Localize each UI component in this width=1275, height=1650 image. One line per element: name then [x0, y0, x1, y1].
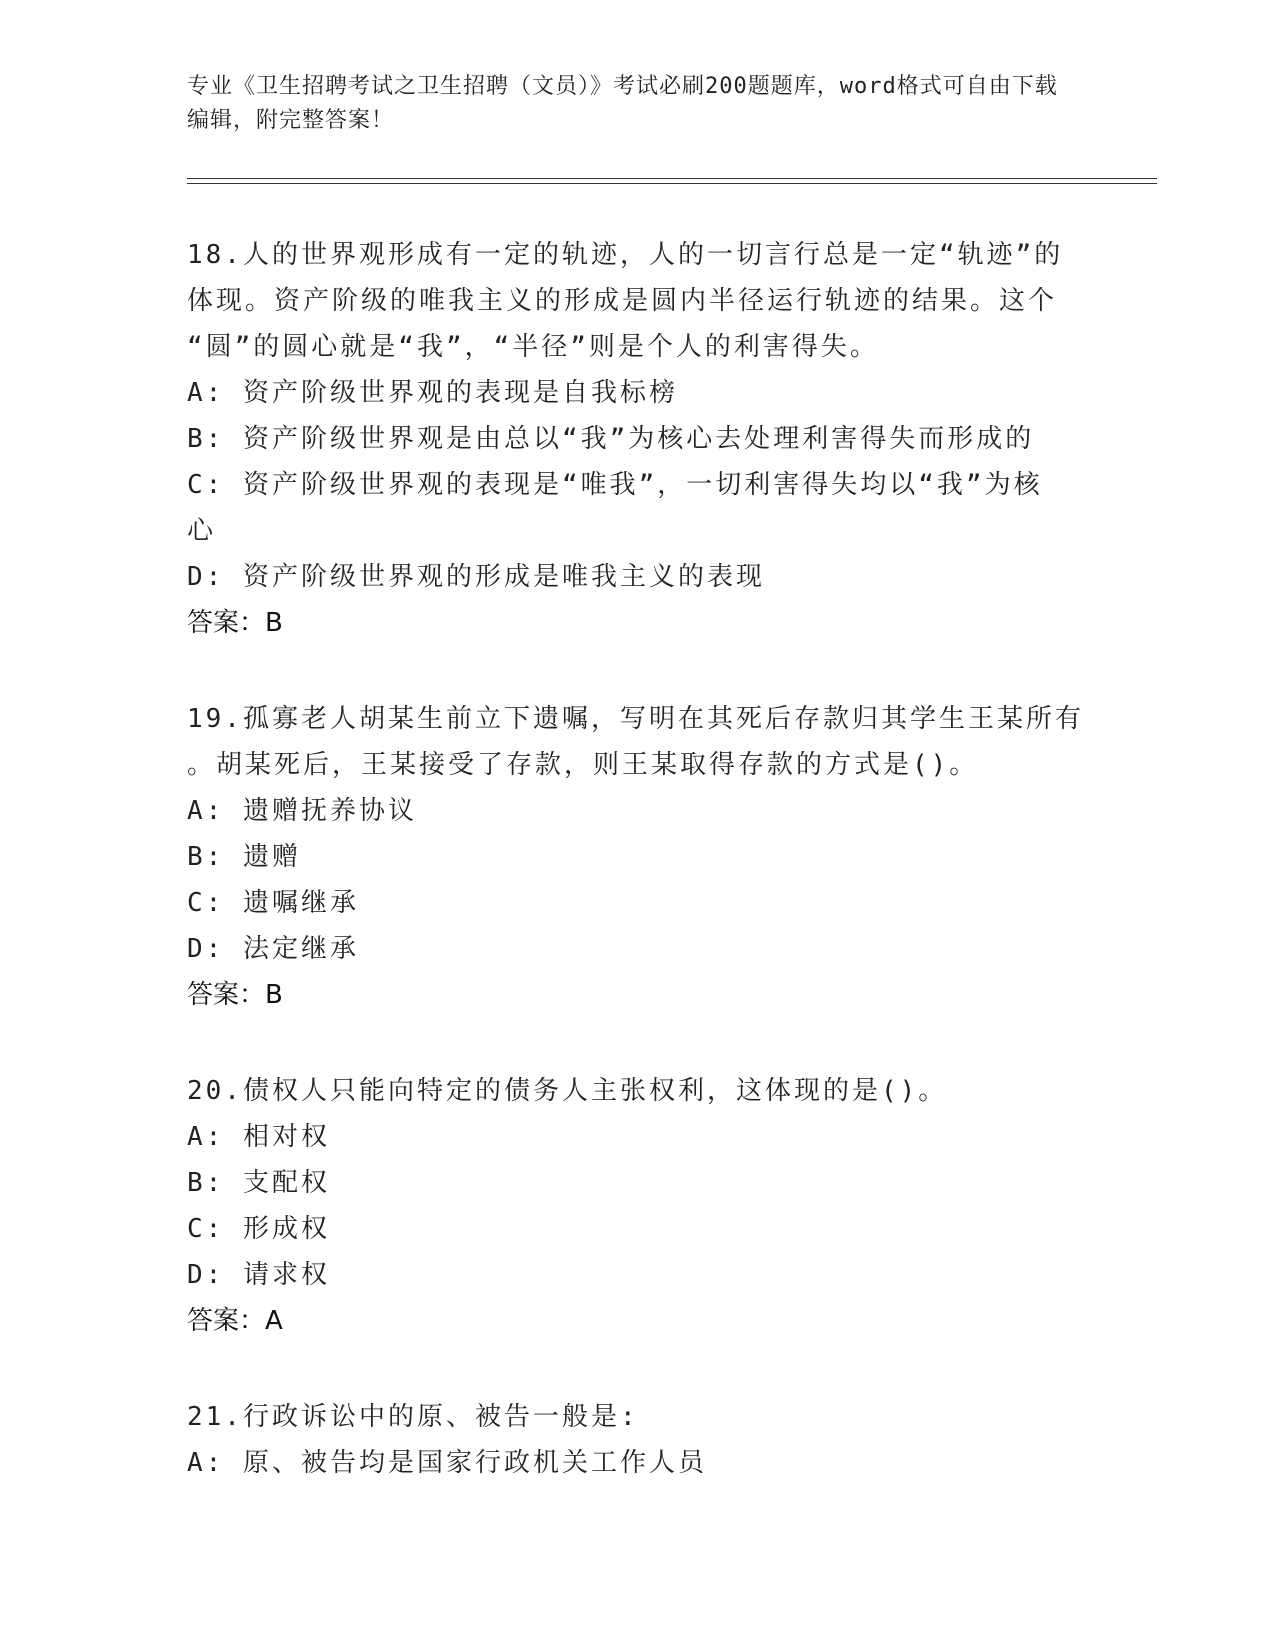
question-item [187, 1394, 1087, 1486]
question-stem-line: 20.债权人只能向特定的债务人主张权利，这体现的是()。 [187, 1076, 948, 1106]
question-stem-line: 18.人的世界观形成有一定的轨迹，人的一切言行总是一定“轨迹”的 [187, 240, 1064, 270]
answer-option: 心 [187, 516, 217, 546]
answer-option: B: 遗赠 [187, 842, 301, 872]
answer-option: D: 请求权 [187, 1260, 330, 1290]
answer-option: B: 支配权 [187, 1168, 330, 1198]
header-divider-bottom [187, 183, 1157, 184]
answer-option: C: 遗嘱继承 [187, 888, 359, 918]
question-stem-line: 21.行政诉讼中的原、被告一般是: [187, 1402, 639, 1432]
question-item [187, 1068, 1087, 1344]
question-stem-line: “圆”的圆心就是“我”，“半径”则是个人的利害得失。 [187, 332, 879, 362]
answer-key: 答案：A [187, 1306, 283, 1336]
answer-key: 答案：B [187, 608, 283, 638]
question-list [187, 232, 1087, 1536]
question-stem-line: 体现。资产阶级的唯我主义的形成是圆内半径运行轨迹的结果。这个 [187, 286, 1058, 316]
document-header: 专业《卫生招聘考试之卫生招聘（文员）》考试必刷200题题库，word格式可自由下载编辑，附完整答案！ [187, 74, 1058, 133]
answer-key: 答案：B [187, 980, 283, 1010]
answer-option: A: 相对权 [187, 1122, 330, 1152]
question-stem-line: 19.孤寡老人胡某生前立下遗嘱，写明在其死后存款归其学生王某所有 [187, 704, 1084, 734]
question-item [187, 232, 1087, 646]
answer-option: D: 法定继承 [187, 934, 359, 964]
question-item [187, 696, 1087, 1018]
answer-option: A: 原、被告均是国家行政机关工作人员 [187, 1448, 707, 1478]
answer-option: C: 资产阶级世界观的表现是“唯我”，一切利害得失均以“我”为核 [187, 470, 1043, 500]
answer-option: A: 遗赠抚养协议 [187, 796, 417, 826]
header-divider-top [187, 178, 1157, 179]
answer-option: C: 形成权 [187, 1214, 330, 1244]
answer-option: B: 资产阶级世界观是由总以“我”为核心去处理利害得失而形成的 [187, 424, 1035, 454]
answer-option: A: 资产阶级世界观的表现是自我标榜 [187, 378, 678, 408]
question-stem-line: 。胡某死后，王某接受了存款，则王某取得存款的方式是()。 [187, 750, 979, 780]
answer-option: D: 资产阶级世界观的形成是唯我主义的表现 [187, 562, 765, 592]
